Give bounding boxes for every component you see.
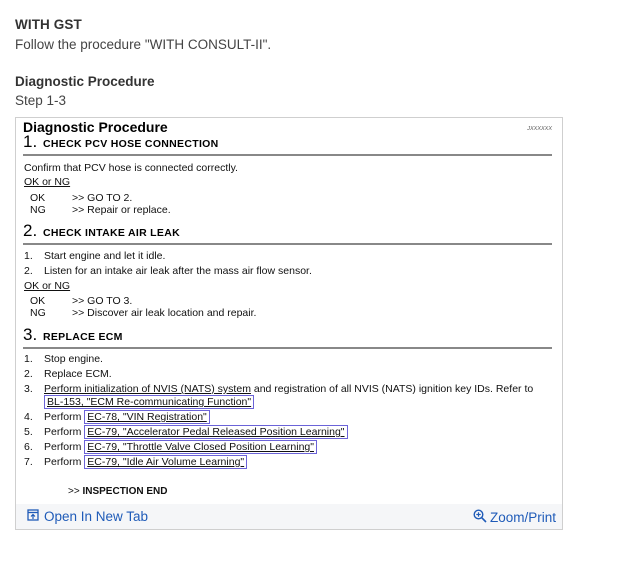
section-1-header <box>23 132 552 156</box>
section-title: REPLACE ECM <box>43 331 123 343</box>
step-label: Step 1-3 <box>15 93 67 108</box>
reference-link-ec79-pedal[interactable]: EC-79, "Accelerator Pedal Released Position Learning" <box>84 425 347 439</box>
step-item: 7. Perform EC-79, "Idle Air Volume Learning" <box>24 456 247 468</box>
inspection-end: >> INSPECTION END <box>68 486 168 497</box>
reference-link-ec79-idle[interactable]: EC-79, "Idle Air Volume Learning" <box>84 455 247 469</box>
step-item: 2. Replace ECM. <box>24 368 112 380</box>
result-ng: NG >> Repair or replace. <box>30 204 171 216</box>
step-item: 4. Perform EC-78, "VIN Registration" <box>24 411 210 423</box>
section-title: CHECK PCV HOSE CONNECTION <box>43 138 219 150</box>
zoom-print-label: Zoom/Print <box>489 510 556 525</box>
section-number: 1. <box>23 132 38 151</box>
reference-link-bl153[interactable]: BL-153, "ECM Re-communicating Function" <box>44 396 254 408</box>
step-item: 1. Start engine and let it idle. <box>24 250 166 262</box>
section-number: 3. <box>23 325 38 344</box>
zoom-in-icon <box>473 509 487 526</box>
figure-title: Diagnostic Procedure <box>23 119 168 135</box>
step-item: 5. Perform EC-79, "Accelerator Pedal Released Position Learning" <box>24 426 348 438</box>
zoom-print-button[interactable] <box>473 509 556 526</box>
intro-block <box>15 17 615 108</box>
instruction-text: Confirm that PCV hose is connected correctly. <box>24 162 238 174</box>
result-ng: NG >> Discover air leak location and repair. <box>30 307 257 319</box>
section-3-header <box>23 325 552 349</box>
step-item: 3. Perform initialization of NVIS (NATS) system and registration of all NVIS (NATS) ignition key IDs. Refer to <box>24 383 534 395</box>
reference-link-ec78[interactable]: EC-78, "VIN Registration" <box>84 410 210 424</box>
figure-image <box>16 118 562 504</box>
result-ok: OK >> GO TO 3. <box>30 295 133 307</box>
diagnostic-figure <box>15 117 563 530</box>
section-heading-gst: WITH GST <box>15 17 82 32</box>
reference-link-ec79-throttle[interactable]: EC-79, "Throttle Valve Closed Position Learning" <box>84 440 317 454</box>
figure-code: JXXXXXX <box>527 126 552 132</box>
open-new-tab-label: Open In New Tab <box>44 509 149 524</box>
step-item: 2. Listen for an intake air leak after the mass air flow sensor. <box>24 265 312 277</box>
open-new-tab-button[interactable] <box>27 509 148 524</box>
section-title: CHECK INTAKE AIR LEAK <box>43 227 180 239</box>
ok-ng-label: OK or NG <box>24 280 71 292</box>
ok-ng-label: OK or NG <box>24 176 71 188</box>
section-number: 2. <box>23 221 38 240</box>
step-item: 1. Stop engine. <box>24 353 103 365</box>
result-ok: OK >> GO TO 2. <box>30 192 133 204</box>
section-2-header <box>23 221 552 245</box>
figure-toolbar <box>16 504 562 529</box>
step-item: 6. Perform EC-79, "Throttle Valve Closed Position Learning" <box>24 441 317 453</box>
section-heading-diagnostic: Diagnostic Procedure <box>15 74 155 89</box>
open-new-tab-icon <box>27 509 39 524</box>
follow-text: Follow the procedure "WITH CONSULT-II". <box>15 37 272 52</box>
